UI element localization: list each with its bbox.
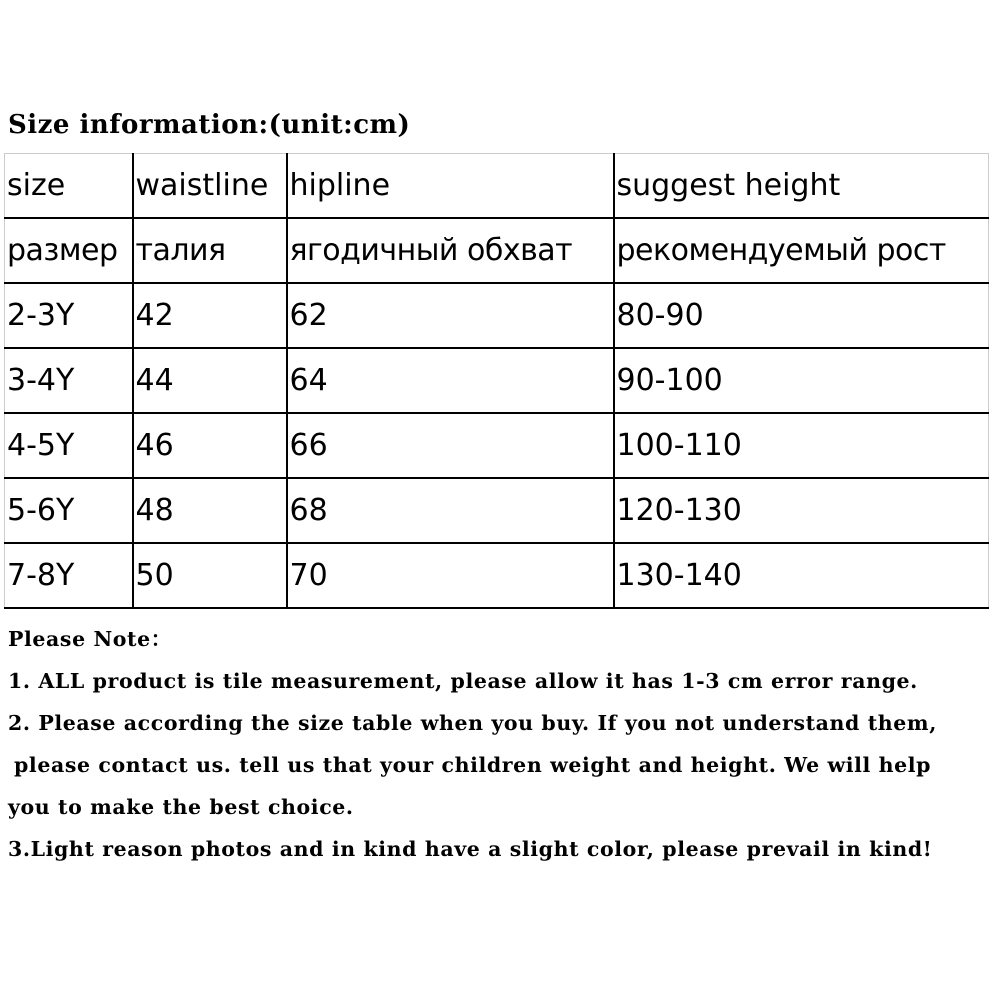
header-size: size — [5, 154, 133, 219]
cell-waistline: 46 — [133, 413, 287, 478]
table-row — [5, 478, 989, 543]
cell-size: 5-6Y — [5, 478, 133, 543]
table-row — [5, 283, 989, 348]
cell-suggest-height: 90-100 — [614, 348, 989, 413]
header-suggest-height-ru: рекомендуемый рост — [614, 218, 989, 283]
cell-hipline: 68 — [287, 478, 614, 543]
table-row — [5, 348, 989, 413]
cell-waistline: 50 — [133, 543, 287, 608]
cell-hipline: 66 — [287, 413, 614, 478]
notes-section — [8, 618, 992, 870]
notes-heading: Please Note： — [8, 627, 172, 651]
table-row — [5, 543, 989, 608]
header-hipline: hipline — [287, 154, 614, 219]
header-row-english — [5, 154, 989, 219]
cell-size: 4-5Y — [5, 413, 133, 478]
note-line: you to make the best choice. — [8, 795, 354, 819]
cell-suggest-height: 100-110 — [614, 413, 989, 478]
cell-suggest-height: 130-140 — [614, 543, 989, 608]
cell-size: 2-3Y — [5, 283, 133, 348]
header-suggest-height: suggest height — [614, 154, 989, 219]
page-title: Size information:(unit:cm) — [8, 110, 411, 140]
header-hipline-ru: ягодичный обхват — [287, 218, 614, 283]
cell-suggest-height: 80-90 — [614, 283, 989, 348]
cell-size: 3-4Y — [5, 348, 133, 413]
note-line: please contact us. tell us that your children weight and height. We will help — [14, 753, 932, 777]
header-waistline: waistline — [133, 154, 287, 219]
note-line: 2. Please according the size table when you buy. If you not understand them, — [8, 711, 937, 735]
cell-hipline: 64 — [287, 348, 614, 413]
note-line: 3.Light reason photos and in kind have a slight color, please prevail in kind! — [8, 837, 933, 861]
size-table — [4, 153, 989, 609]
header-row-russian — [5, 218, 989, 283]
cell-suggest-height: 120-130 — [614, 478, 989, 543]
note-line: 1. ALL product is tile measurement, please allow it has 1-3 cm error range. — [8, 669, 918, 693]
header-size-ru: размер — [5, 218, 133, 283]
cell-hipline: 62 — [287, 283, 614, 348]
header-waistline-ru: талия — [133, 218, 287, 283]
cell-waistline: 42 — [133, 283, 287, 348]
cell-waistline: 44 — [133, 348, 287, 413]
cell-waistline: 48 — [133, 478, 287, 543]
cell-size: 7-8Y — [5, 543, 133, 608]
table-row — [5, 413, 989, 478]
cell-hipline: 70 — [287, 543, 614, 608]
